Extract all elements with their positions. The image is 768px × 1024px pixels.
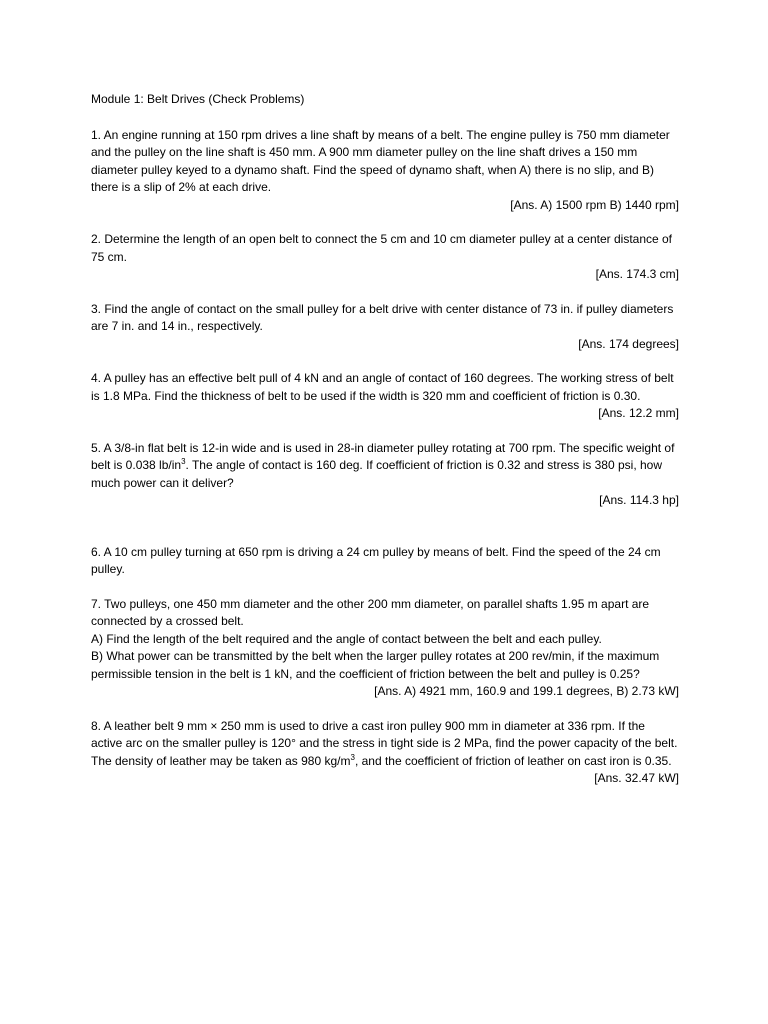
problem-text-part: . The angle of contact is 160 deg. If coefficient of friction is 0.32 and stress is 380 psi, how much power can it deliver? — [91, 458, 663, 490]
problem-text: 1. An engine running at 150 rpm drives a line shaft by means of a belt. The engine pulley is 750 mm diameter and the pulley on the line shaft is 450 mm. A 900 mm diameter pulley on the line shaft drives a 150 mm diameter pulley keyed to a dynamo shaft. Find the speed of dynamo shaft, when A) there is no slip, and B) there is a slip of 2% at each drive. — [91, 127, 670, 194]
problem-2 — [91, 231, 679, 284]
problem-3 — [91, 301, 679, 354]
superscript: 3 — [350, 752, 355, 762]
document-title: Module 1: Belt Drives (Check Problems) — [91, 92, 305, 106]
problem-text-part: 5. A 3/8-in flat belt is 12-in wide and is used in 28-in diameter pulley rotating at 700 rpm. The specific weight of belt is 0.038 lb/in — [91, 440, 675, 472]
problem-text: 6. A 10 cm pulley turning at 650 rpm is driving a 24 cm pulley by means of belt. Find the speed of the 24 cm pulley. — [91, 544, 661, 576]
problem-text: 2. Determine the length of an open belt to connect the 5 cm and 10 cm diameter pulley at a center distance of 75 cm. — [91, 232, 673, 264]
problem-part-b: B) What power can be transmitted by the belt when the larger pulley rotates at 200 rev/min, if the maximum permissible tension in the belt is 1 kN, and the coefficient of friction between the belt and pulley is 0.25? — [91, 649, 660, 681]
problem-text: 4. A pulley has an effective belt pull of 4 kN and an angle of contact of 160 degrees. The working stress of belt is 1.8 MPa. Find the thickness of belt to be used if the width is 320 mm and coefficient of friction is 0.30. — [91, 371, 674, 403]
problem-answer: [Ans. 174 degrees] — [578, 336, 679, 351]
problem-8 — [91, 718, 679, 788]
problem-1 — [91, 127, 679, 215]
problem-answer: [Ans. 114.3 hp] — [599, 493, 679, 507]
problem-part-a: A) Find the length of the belt required and the angle of contact between the belt and each pulley. — [91, 631, 602, 646]
problem-text — [91, 718, 679, 771]
problem-text-part: , and the coefficient of friction of leather on cast iron is 0.35. — [354, 753, 672, 768]
problem-text — [91, 440, 679, 493]
superscript: 3 — [181, 457, 186, 466]
problem-text: 3. Find the angle of contact on the small pulley for a belt drive with center distance of 73 in. if pulley diameters are 7 in. and 14 in., respectively. — [91, 301, 674, 333]
problem-5 — [91, 440, 679, 510]
problem-intro: 7. Two pulleys, one 450 mm diameter and the other 200 mm diameter, on parallel shafts 1.95 m apart are connected by a crossed belt. — [91, 596, 650, 628]
problem-answer: [Ans. A) 1500 rpm B) 1440 rpm] — [510, 197, 679, 212]
problem-7 — [91, 596, 679, 701]
problem-6 — [91, 544, 679, 579]
problem-answer: [Ans. 12.2 mm] — [598, 406, 679, 420]
document-page — [91, 91, 679, 805]
problem-answer: [Ans. 32.47 kW] — [594, 771, 679, 785]
problem-text-part: 8. A leather belt 9 mm × 250 mm is used to drive a cast iron pulley 900 mm in diameter at 336 rpm. If the active arc on the smaller pulley is 120° and the stress in tight side is 2 MPa, find the power capacity of the belt. The density of leather may be taken as 980 kg/m — [91, 718, 678, 768]
problem-answer: [Ans. A) 4921 mm, 160.9 and 199.1 degrees, B) 2.73 kW] — [374, 684, 679, 698]
problem-answer: [Ans. 174.3 cm] — [595, 267, 679, 281]
problem-4 — [91, 370, 679, 423]
